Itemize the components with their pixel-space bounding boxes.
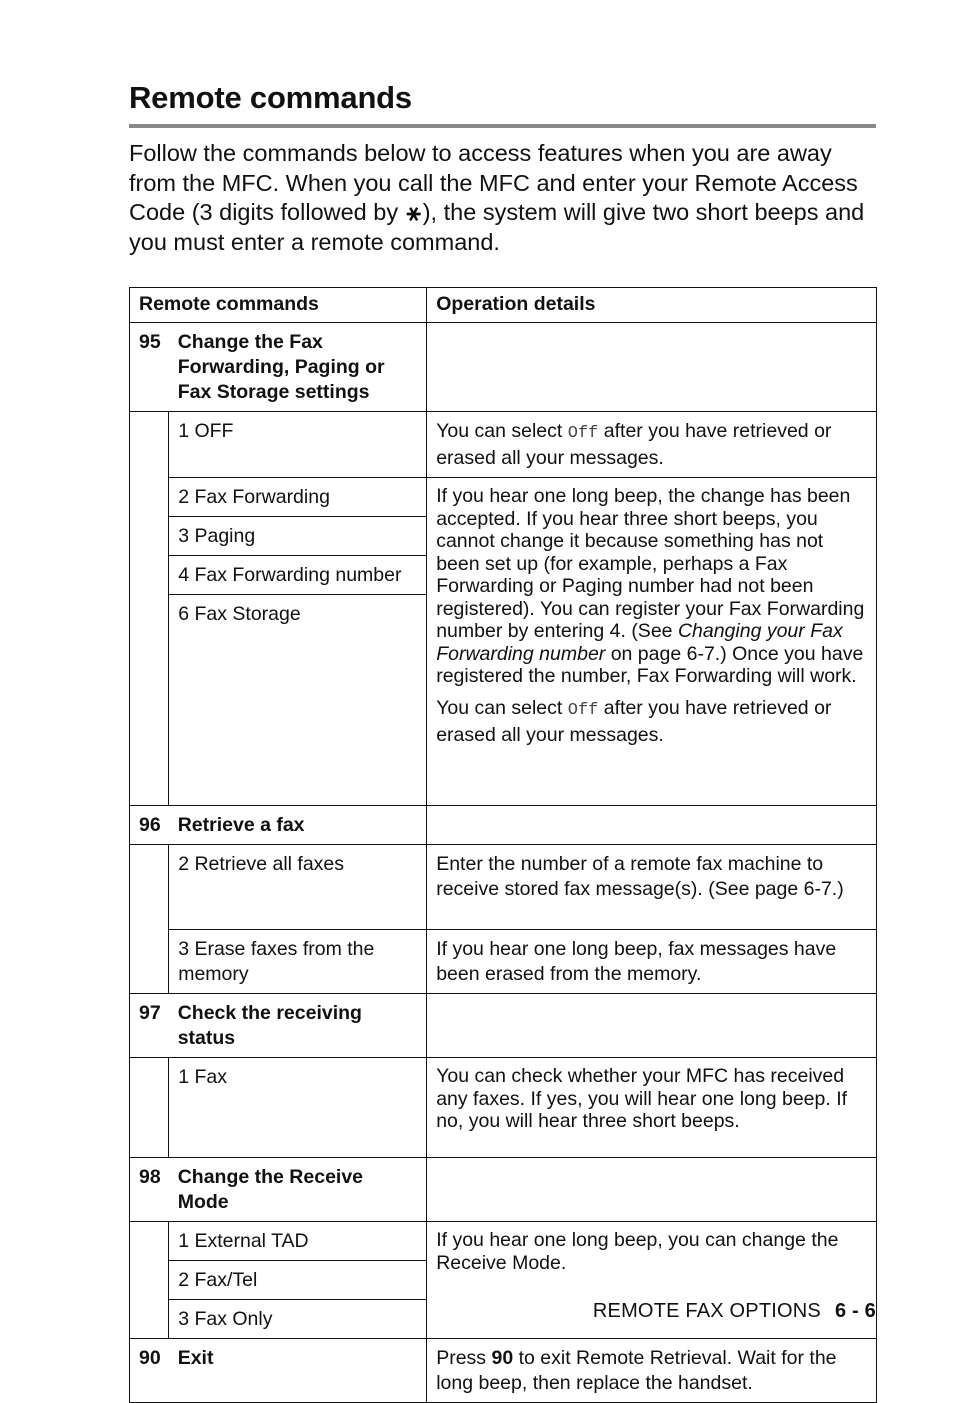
number-spacer <box>130 1222 169 1339</box>
command-title-90: Exit <box>169 1339 427 1403</box>
details-exit <box>427 1339 877 1403</box>
intro-paragraph <box>129 139 879 257</box>
details-off-text-a: You can select <box>436 420 563 442</box>
details-forwarding-text-a: If you hear one long beep, the change has been accepted. If you hear three short beeps, you cannot change it because something has not been set up (for example, perhaps a Fax Forwarding or Paging number had not been registered). You can register your Fax Forwarding number by entering 4. (See <box>436 485 865 642</box>
group-90-row <box>130 1339 877 1403</box>
details-empty <box>427 806 877 845</box>
sub-command-fax-tel: 2 Fax/Tel <box>169 1261 427 1300</box>
header-operation-details: Operation details <box>427 288 877 323</box>
off-code: Off <box>567 700 599 720</box>
details-exit-text-a: Press <box>436 1347 487 1369</box>
page-footer <box>593 1300 876 1323</box>
table-row <box>130 478 877 517</box>
table-row <box>130 930 877 994</box>
star-key-icon: ⚹ <box>406 199 421 225</box>
number-spacer <box>130 845 169 994</box>
details-forwarding-settings <box>427 478 877 806</box>
details-forwarding-para2 <box>436 696 868 748</box>
sub-command-fax-only: 3 Fax Only <box>169 1300 427 1339</box>
table-row <box>130 1058 877 1158</box>
sub-command-fax-storage: 6 Fax Storage <box>169 595 427 806</box>
number-spacer <box>130 1058 169 1158</box>
details-receive-mode: If you hear one long beep, you can change the Receive Mode. <box>427 1222 877 1339</box>
off-code: Off <box>567 424 599 443</box>
details-forwarding2-text-b: after you have retrieved or erased all your messages. <box>436 696 832 746</box>
footer-section: REMOTE FAX OPTIONS <box>592 1300 821 1322</box>
sub-command-paging: 3 Paging <box>169 517 427 556</box>
command-number-98: 98 <box>130 1158 169 1222</box>
intro-text-start: Follow the commands below to access features when you are away from the MFC. When you call the MFC and enter your Remote Access Code (3 digits followed by <box>129 140 858 225</box>
group-96-title-row <box>130 806 877 845</box>
details-forwarding-ref: Changing your Fax Forwarding number <box>436 620 843 665</box>
table-row <box>130 1222 877 1261</box>
details-erase-faxes: If you hear one long beep, fax messages have been erased from the memory. <box>427 930 877 994</box>
details-retrieve-all: Enter the number of a remote fax machine to receive stored fax message(s). (See page 6-7.) <box>427 845 877 930</box>
command-title-98: Change the Receive Mode <box>169 1158 427 1222</box>
details-off-text-b: after you have retrieved or erased all your messages. <box>436 420 832 469</box>
intro-text-end: ), the system will give two short beeps and you must enter a remote command. <box>129 199 865 255</box>
sub-command-retrieve-all: 2 Retrieve all faxes <box>169 845 427 930</box>
table-row <box>130 412 877 478</box>
table-row <box>130 845 877 930</box>
sub-command-fax: 1 Fax <box>169 1058 427 1158</box>
title-divider <box>129 124 876 128</box>
header-remote-commands: Remote commands <box>130 288 427 323</box>
command-number-90: 90 <box>130 1339 169 1403</box>
exit-code: 90 <box>491 1347 514 1369</box>
sub-command-fax-forwarding-number: 4 Fax Forwarding number <box>169 556 427 595</box>
table-header-row <box>130 288 877 323</box>
sub-command-erase-faxes: 3 Erase faxes from the memory <box>169 930 427 994</box>
page-title: Remote commands <box>129 80 412 115</box>
sub-command-off: 1 OFF <box>169 412 427 478</box>
details-forwarding-para <box>436 485 868 688</box>
command-number-95: 95 <box>130 323 169 412</box>
details-empty <box>427 994 877 1058</box>
command-number-96: 96 <box>130 806 169 845</box>
group-98-title-row <box>130 1158 877 1222</box>
details-off <box>427 412 877 478</box>
details-empty <box>427 1158 877 1222</box>
command-number-97: 97 <box>130 994 169 1058</box>
group-95-title-row <box>130 323 877 412</box>
details-forwarding2-text-a: You can select <box>436 696 563 719</box>
sub-command-fax-forwarding: 2 Fax Forwarding <box>169 478 427 517</box>
command-title-97: Check the receiving status <box>169 994 427 1058</box>
group-97-title-row <box>130 994 877 1058</box>
details-check-fax: You can check whether your MFC has received any faxes. If yes, you will hear one long beep. If no, you will hear three short beeps. <box>427 1058 877 1158</box>
command-title-95: Change the Fax Forwarding, Paging or Fax Storage settings <box>169 323 427 412</box>
footer-page-number: 6 - 6 <box>834 1300 876 1322</box>
remote-commands-table <box>129 287 877 1403</box>
details-exit-text-b: to exit Remote Retrieval. Wait for the long beep, then replace the handset. <box>436 1347 837 1394</box>
details-empty <box>427 323 877 412</box>
number-spacer <box>130 412 169 806</box>
details-forwarding-text-b: on page 6-7.) Once you have registered the number, Fax Forwarding will work. <box>436 642 864 687</box>
sub-command-external-tad: 1 External TAD <box>169 1222 427 1261</box>
command-title-96: Retrieve a fax <box>169 806 427 845</box>
